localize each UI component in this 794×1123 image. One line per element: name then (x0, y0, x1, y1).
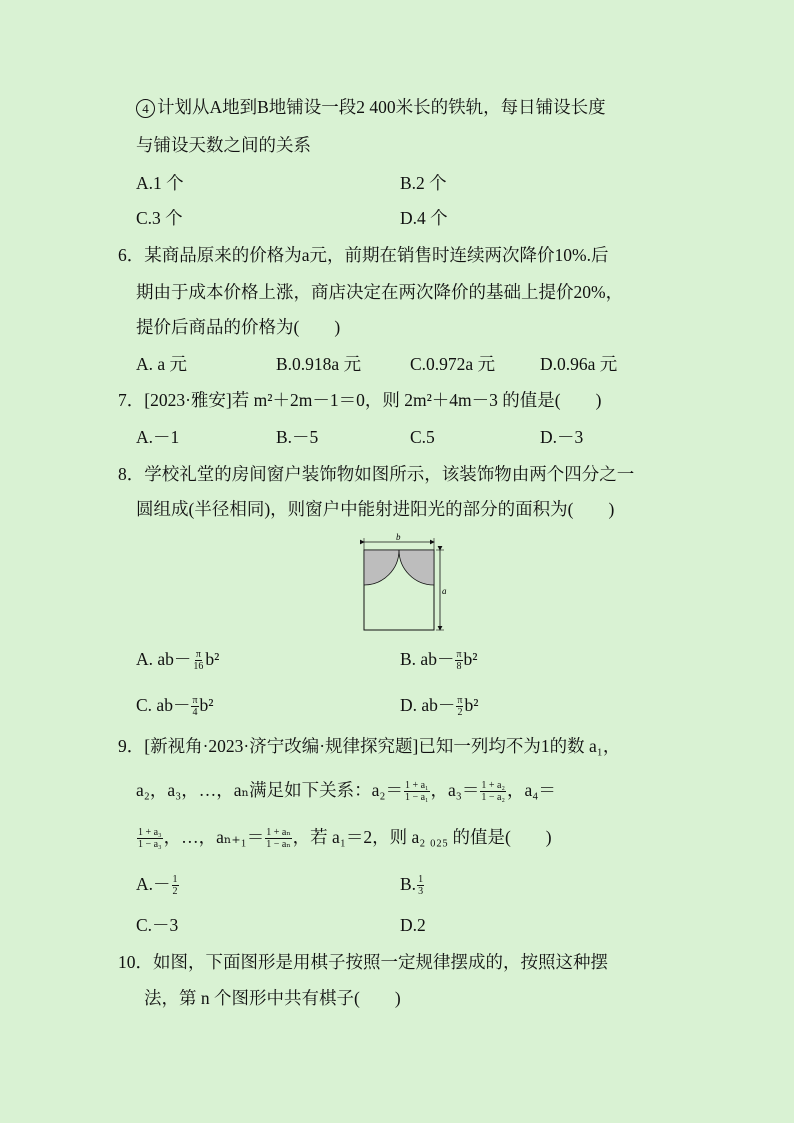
q9-option-c[interactable]: C.－3 (136, 915, 179, 935)
q6-option-c[interactable]: C.0.972a 元 (410, 354, 496, 374)
q8-line2: 圆组成(半径相同)，则窗户中能射进阳光的部分的面积为( ) (136, 499, 615, 519)
left-quarter-circle (364, 550, 399, 585)
right-quarter-circle (399, 550, 434, 585)
q5-option-d[interactable]: D.4 个 (400, 208, 448, 228)
circled-number: 4 (136, 99, 155, 118)
q6-line1: 6．某商品原来的价格为a元，前期在销售时连续两次降价10%.后 (118, 245, 609, 265)
q7-option-d[interactable]: D.－3 (540, 427, 584, 447)
q7-line1: 7．[2023·雅安]若 m²＋2m－1＝0，则 2m²＋4m－3 的值是( ) (118, 390, 602, 410)
q9-option-a[interactable]: A.－ $\frac{1}{2}$ (136, 874, 178, 898)
q5-option-b[interactable]: B.2 个 (400, 173, 447, 193)
label-b: b (396, 532, 401, 542)
q5-line2: 与铺设天数之间的关系 (136, 135, 311, 155)
q6-option-a[interactable]: A. a 元 (136, 354, 188, 374)
q6-line3: 提价后商品的价格为( ) (136, 317, 341, 337)
label-a: a (442, 586, 447, 596)
q10-line2: 法，第 n 个图形中共有棋子( ) (144, 988, 401, 1008)
q7-option-a[interactable]: A.－1 (136, 427, 180, 447)
q9-option-d[interactable]: D.2 (400, 915, 426, 935)
q9-option-b[interactable]: B. $\frac{1}{3}$ (400, 874, 424, 898)
q6-option-d[interactable]: D.0.96a 元 (540, 354, 618, 374)
window-figure (356, 532, 448, 634)
q9-line2: a₂，a₃，…，aₙ满足如下关系：a₂＝ $\frac{\text{1 + a₁}}{\text{1 − a₁}}$ ，a₃＝ $\frac{\text{1 + a₂}}{\text{1 − a₂}}$ ，a₄＝ (136, 780, 556, 804)
q8-option-b[interactable]: B. ab－ $\frac{\pi}{8}$ b² (400, 649, 478, 673)
q9-line3: $\frac{\text{1 + a₃}}{\text{1 − a₃}}$ ，…，aₙ₊₁＝ $\frac{\text{1 + aₙ}}{\text{1 − aₙ}}$ ，若 a₁＝2，则 a₂ ₀₂₅ 的值是( ) (138, 827, 552, 851)
q10-line1: 10．如图，下面图形是用棋子按照一定规律摆成的，按照这种摆 (118, 952, 608, 972)
q5-option-c[interactable]: C.3 个 (136, 208, 183, 228)
q9-line1: 9．[新视角·2023·济宁改编·规律探究题]已知一列均不为1的数 a₁， (118, 736, 621, 756)
q5-line1: 4 计划从A地到B地铺设一段2 400米长的铁轨，每日铺设长度 (136, 96, 606, 118)
q8-option-c[interactable]: C. ab－ $\frac{\pi}{4}$ b² (136, 695, 214, 719)
q7-option-c[interactable]: C.5 (410, 427, 435, 447)
q8-option-d[interactable]: D. ab－ $\frac{\pi}{2}$ b² (400, 695, 479, 719)
q5-option-a[interactable]: A.1 个 (136, 173, 184, 193)
q8-option-a[interactable]: A. ab－ $\frac{\pi}{16}$ b² (136, 649, 220, 673)
q6-option-b[interactable]: B.0.918a 元 (276, 354, 362, 374)
q6-line2: 期由于成本价格上涨，商店决定在两次降价的基础上提价20%， (136, 282, 624, 302)
q7-option-b[interactable]: B.－5 (276, 427, 319, 447)
q8-line1: 8．学校礼堂的房间窗户装饰物如图所示，该装饰物由两个四分之一 (118, 464, 635, 484)
